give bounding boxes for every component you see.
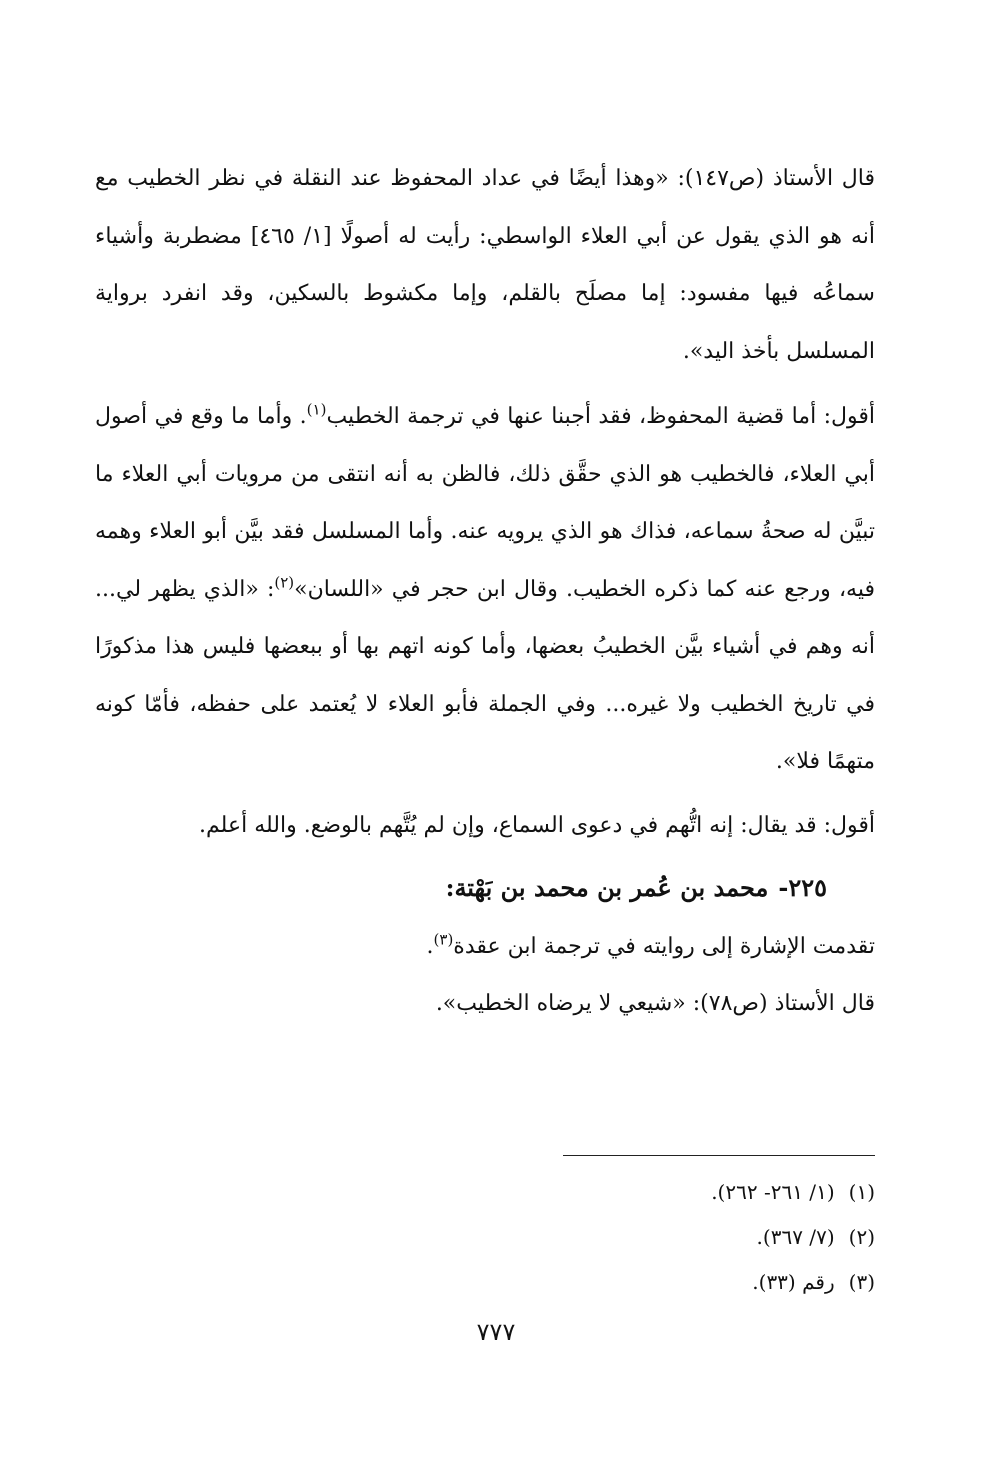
entry-title: محمد بن عُمر بن محمد بن بَهْتة: bbox=[445, 873, 769, 902]
footnote-ref-3: (٣) bbox=[433, 930, 454, 949]
footnote-number: (١) bbox=[848, 1180, 875, 1204]
cross-reference-end: . bbox=[426, 934, 434, 959]
paragraph-text: : «الذي يظهر لي... أنه وهم في أشياء بيَّن الخطيبُ بعضها، وأما كونه اتهم بها أو ببعضها فليس هذا مذكورًا في تاريخ الخطيب ولا غيره... وفي الجملة فأبو العلاء لا يُعتمد على حفظه، فأمّا كونه متهمًا فلا». bbox=[95, 576, 875, 774]
footnote-ref-1: (١) bbox=[306, 400, 327, 419]
entry-number: ٢٢٥- bbox=[778, 873, 827, 902]
footnote-number: (٢) bbox=[848, 1225, 875, 1249]
paragraph-ustadh-quote: قال الأستاذ (ص١٤٧): «وهذا أيضًا في عداد المحفوظ عند النقلة في نظر الخطيب مع أنه هو الذي يقول عن أبي العلاء الواسطي: رأيت له أصولًا [١/ ٤٦٥] مضطربة وأشياء سماعُه فيها مفسود: إما مصلَح بالقلم، وإما مكشوط بالسكين، وقد انفرد برواية المسلسل بأخذ اليد». bbox=[95, 166, 876, 364]
footnote-item bbox=[375, 1170, 875, 1215]
paragraph-text: . وأما ما وقع في أصول أبي العلاء، فالخطيب هو الذي حقَّق ذلك، فالظن به أنه انتقى من مرويات أبي العلاء ما تبيَّن له صحةُ سماعه، فذاك هو الذي يرويه عنه. وأما المسلسل فقد بيَّن أبو العلاء وهمه فيه، ورجع عنه كما ذكره الخطيب. وقال ابن حجر في «اللسان» bbox=[95, 404, 875, 602]
footnotes bbox=[375, 1170, 875, 1305]
cross-reference-line bbox=[95, 918, 875, 975]
footnote-ref-2: (٢) bbox=[274, 573, 295, 592]
page-number: ٧٧٧ bbox=[476, 1318, 516, 1346]
footnote-separator bbox=[563, 1155, 875, 1156]
footnote-item bbox=[375, 1215, 875, 1260]
paragraph-reply-ittiham: أقول: قد يقال: إنه اتُّهم في دعوى السماع، وإن لم يُتَّهم بالوضع. والله أعلم. bbox=[199, 812, 875, 838]
footnote-text: رقم (٣٣). bbox=[752, 1270, 835, 1294]
page-body bbox=[95, 150, 875, 1032]
paragraph-text: أقول: أما قضية المحفوظ، فقد أجبنا عنها في ترجمة الخطيب bbox=[326, 404, 875, 429]
footnote-text: (١/ ٢٦١- ٢٦٢). bbox=[711, 1180, 835, 1204]
ustadh-quote-line: قال الأستاذ (ص٧٨): «شيعي لا يرضاه الخطيب». bbox=[435, 991, 875, 1016]
footnote-text: (٧/ ٣٦٧). bbox=[756, 1225, 835, 1249]
paragraph-reply-mahfuz bbox=[95, 388, 875, 791]
cross-reference-text: تقدمت الإشارة إلى روايته في ترجمة ابن عقدة bbox=[453, 934, 875, 959]
footnote-number: (٣) bbox=[848, 1270, 875, 1294]
entry-heading bbox=[95, 858, 875, 918]
footnote-item bbox=[375, 1260, 875, 1305]
